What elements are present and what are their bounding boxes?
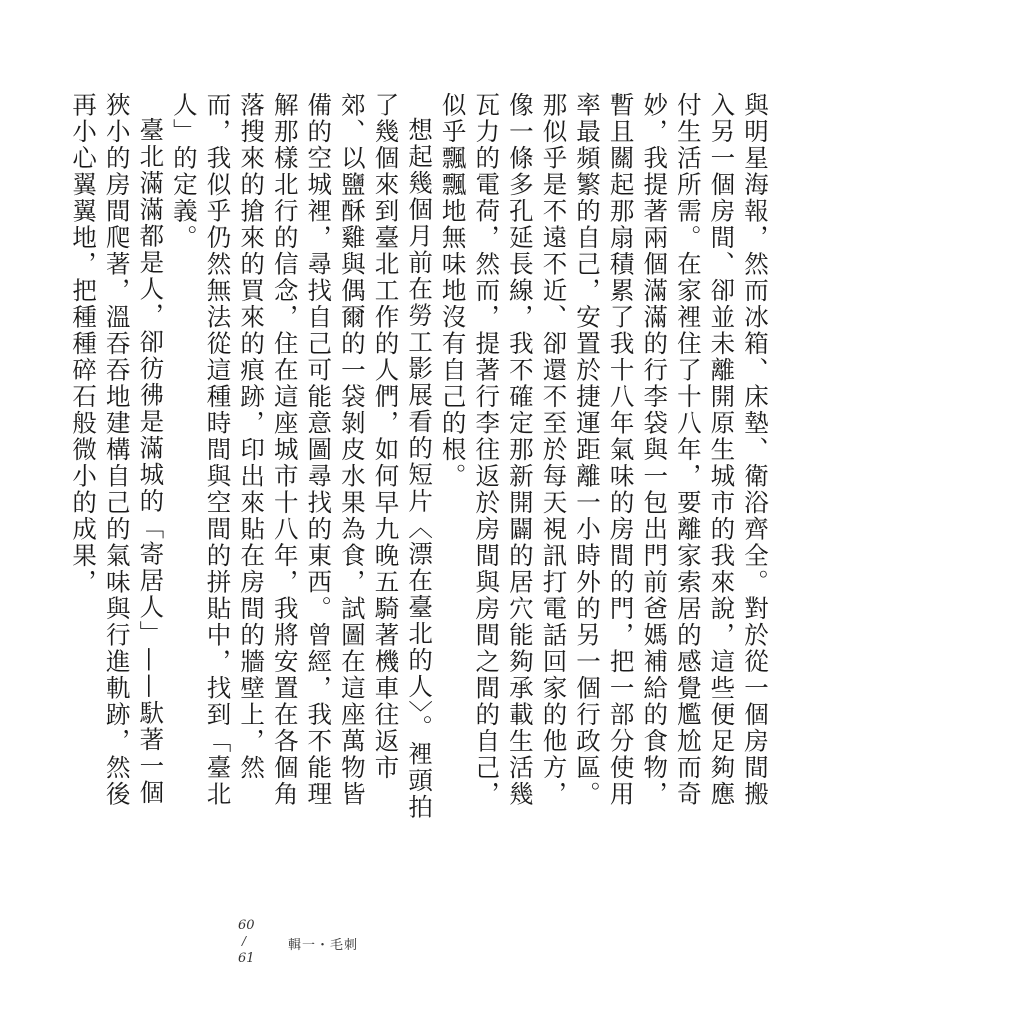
page-footer (228, 912, 428, 972)
paragraph-1: 與明星海報，然而冰箱、床墊、衛浴齊全。對於從一個房間搬入另一個房間、卻並未離開原生城市的我來說，這些便足夠應付生活所需。在家裡住了十八年，要離家索居的感覺尷尬而奇妙，我提著兩個滿滿的行李袋與一包出門前爸媽補給的食物，暫且關起那扇積累了我十八年氣味的房間的門，把一部分使用率最頻繁的自己，安置於捷運距離一小時外的另一個行政區。那似乎是不遠不近、卻還不至於每天視訊打電話回家的他方，像一條多孔延長線，我不確定那新開闢的居穴能夠承載生活幾瓦力的電荷，然而，提著行李往返於房間與房間之間的自己，似乎飄飄地無味地沒有自己的根。 (438, 92, 770, 808)
page-number-separator: / (242, 934, 247, 948)
paragraph-2: 想起幾個月前在勞工影展看的短片〈漂在臺北的人〉。裡頭拍了幾個來到臺北工作的人們，如何早九晚五騎著機車往返市郊、以鹽酥雞與偶爾的一袋剝皮水果為食，試圖在這座萬物皆備的空城裡，尋找自己可能意圖尋找的東西。曾經，我不能理解那樣北行的信念，住在這座城市十八年，我將安置在各個角落搜來的搶來的買來的痕跡，印出來貼在房間的牆壁上，然而，我似乎仍然無法從這種時間與空間的拼貼中，找到「臺北人」的定義。 (169, 92, 435, 820)
page-number-right: 61 (238, 951, 255, 966)
paragraph-3: 臺北滿滿都是人，卻彷彿是滿城的「寄居人」——馱著一個狹小的房間爬著，溫吞吞地建構自己的氣味與行進軌跡，然後再小心翼翼地，把種種碎石般微小的成果， (69, 92, 166, 808)
chapter-title: 輯一・毛刺 (288, 938, 359, 953)
body-text (69, 92, 772, 822)
page-number-left: 60 (238, 918, 255, 933)
